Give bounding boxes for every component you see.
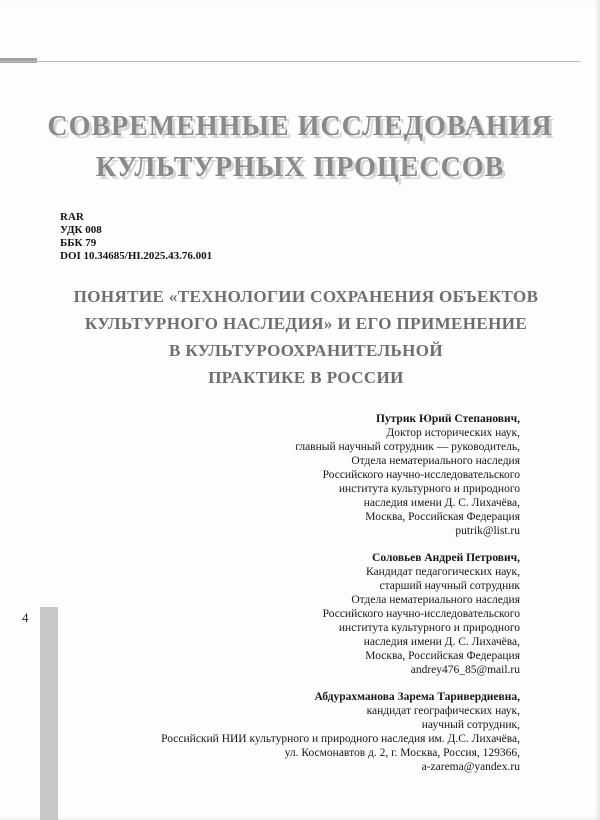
author-detail-line: Кандидат педагогических наук, (366, 566, 520, 578)
author-detail-line: научный сотрудник, (421, 719, 520, 731)
author-name: Абдурахманова Зарема Таривердиевна, (314, 691, 520, 703)
author-detail-line: наследия имени Д. С. Лихачёва, (363, 636, 520, 648)
author-detail-line: главный научный сотрудник — руководитель, (295, 441, 520, 453)
author-detail-line: Отдела нематериального наследия (351, 455, 520, 467)
author-block (50, 412, 520, 538)
article-type-code: RAR (60, 211, 84, 223)
header-rule (0, 61, 581, 62)
author-block (50, 551, 520, 677)
article-title-line1: ПОНЯТИЕ «ТЕХНОЛОГИИ СОХРАНЕНИЯ ОБЪЕКТОВ (73, 287, 539, 306)
author-detail-line: Москва, Российская Федерация (365, 511, 520, 523)
author-detail-line: Российского научно-исследовательского (322, 469, 520, 481)
authors-section (50, 412, 520, 787)
author-detail-line: Доктор исторических наук, (386, 427, 520, 439)
udc-code: УДК 008 (60, 224, 102, 236)
article-title (0, 283, 600, 391)
page-number: 4 (22, 610, 29, 625)
author-block (50, 690, 520, 774)
article-title-line2: КУЛЬТУРНОГО НАСЛЕДИЯ» И ЕГО ПРИМЕНЕНИЕ (84, 314, 528, 333)
page-margin-bar (40, 607, 58, 820)
author-detail-line: Москва, Российская Федерация (365, 650, 520, 662)
author-detail-line: наследия имени Д. С. Лихачёва, (363, 497, 520, 509)
author-email: andrey476_85@mail.ru (410, 664, 520, 676)
author-detail-line: Отдела нематериального наследия (351, 594, 520, 606)
author-detail-line: старший научный сотрудник (379, 580, 520, 592)
author-detail-line: института культурного и природного (338, 622, 520, 634)
author-name: Соловьев Андрей Петрович, (372, 552, 520, 564)
author-email: a-zarema@yandex.ru (421, 761, 520, 773)
author-detail-line: Российский НИИ культурного и природного наследия им. Д.С. Лихачёва, (161, 733, 520, 745)
bbk-code: ББК 79 (60, 237, 97, 249)
article-metadata (60, 211, 212, 263)
journal-section-title (0, 106, 600, 188)
author-email: putrik@list.ru (455, 525, 520, 537)
journal-section-title-line2: КУЛЬТУРНЫХ ПРОЦЕССОВ (95, 152, 505, 183)
article-title-line3: В КУЛЬТУРООХРАНИТЕЛЬНОЙ (168, 341, 444, 360)
doi-code: DOI 10.34685/HI.2025.43.76.001 (60, 250, 213, 262)
author-detail-line: ул. Космонавтов д. 2, г. Москва, Россия, 129366, (284, 747, 520, 759)
author-name: Путрик Юрий Степанович, (375, 413, 520, 425)
author-detail-line: института культурного и природного (338, 483, 520, 495)
article-title-line4: ПРАКТИКЕ В РОССИИ (208, 368, 404, 387)
journal-section-title-line1: СОВРЕМЕННЫЕ ИССЛЕДОВАНИЯ (47, 111, 553, 142)
author-detail-line: Российского научно-исследовательского (322, 608, 520, 620)
author-detail-line: кандидат географических наук, (366, 705, 520, 717)
